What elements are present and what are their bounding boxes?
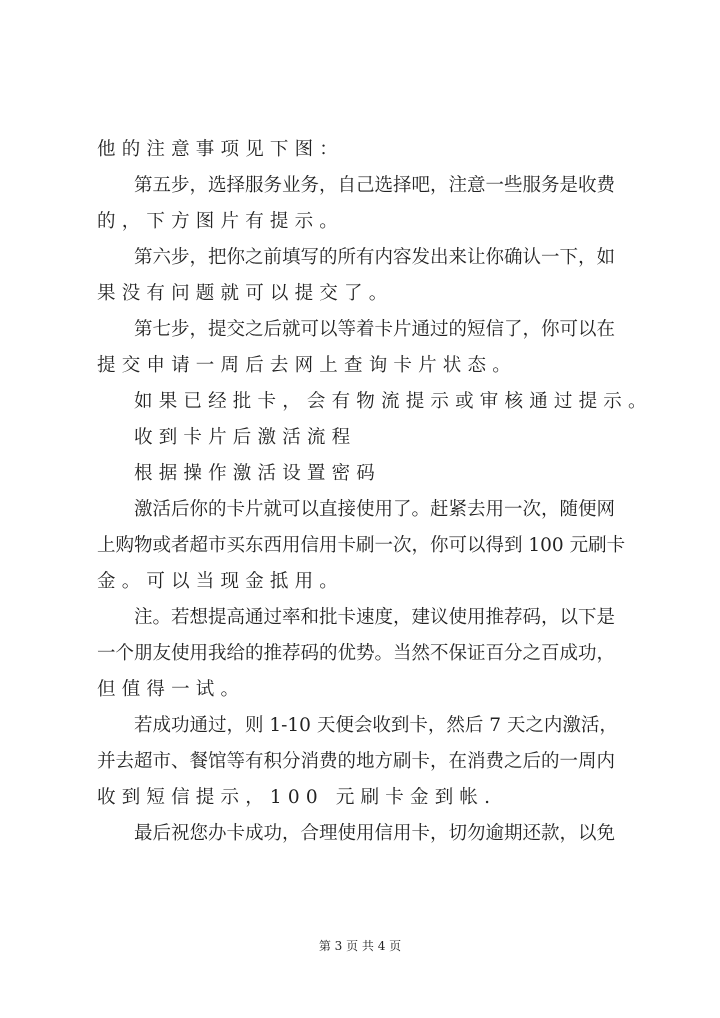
text-line: 若成功通过，则 1-10 天便会收到卡，然后 7 天之内激活， bbox=[134, 715, 618, 736]
paragraph bbox=[97, 606, 616, 714]
paragraph bbox=[97, 318, 616, 390]
document-body bbox=[97, 138, 653, 858]
text-line: 金。可以当现金抵用。 bbox=[97, 571, 345, 592]
text-line: 第五步，选择服务业务，自己选择吧，注意一些服务是收费 bbox=[134, 175, 616, 196]
text-line: 第七步，提交之后就可以等着卡片通过的短信了，你可以在 bbox=[134, 319, 616, 340]
paragraph bbox=[97, 174, 616, 246]
paragraph bbox=[97, 714, 618, 822]
paragraph bbox=[97, 426, 593, 462]
paragraph bbox=[97, 246, 616, 318]
text-line: 上购物或者超市买东西用信用卡刷一次，你可以得到 100 元刷卡 bbox=[97, 535, 626, 556]
text-line: 但值得一试。 bbox=[97, 679, 246, 700]
text-line: 激活后你的卡片就可以直接使用了。赶紧去用一次，随便网 bbox=[134, 499, 616, 520]
text-line: 最后祝您办卡成功，合理使用信用卡，切勿逾期还款，以免 bbox=[134, 823, 616, 844]
text-line: 他的注意事项见下图： bbox=[97, 139, 345, 160]
page-footer: 第 3 页 共 4 页 bbox=[318, 939, 402, 953]
text-line: 的，下方图片有提示。 bbox=[97, 211, 345, 232]
paragraph bbox=[97, 498, 626, 606]
text-line: 注。若想提高通过率和批卡速度，建议使用推荐码，以下是 bbox=[134, 607, 616, 628]
text-line: 一个朋友使用我给的推荐码的优势。当然不保证百分之百成功， bbox=[97, 643, 616, 664]
text-line: 第六步，把你之前填写的所有内容发出来让你确认一下，如 bbox=[134, 247, 616, 268]
text-line: 根据操作激活设置密码 bbox=[134, 463, 382, 484]
text-line: 并去超市、餐馆等有积分消费的地方刷卡，在消费之后的一周内 bbox=[97, 751, 616, 772]
text-line: 如果已经批卡，会有物流提示或审核通过提示。 bbox=[134, 391, 653, 412]
text-line: 果没有问题就可以提交了。 bbox=[97, 283, 394, 304]
text-line: 收到短信提示，100 元刷卡金到帐. bbox=[97, 787, 497, 808]
text-line: 收到卡片后激活流程 bbox=[134, 427, 357, 448]
paragraph bbox=[97, 390, 653, 426]
paragraph bbox=[97, 462, 593, 498]
text-line: 提交申请一周后去网上查询卡片状态。 bbox=[97, 355, 517, 376]
paragraph bbox=[97, 822, 616, 858]
paragraph bbox=[97, 138, 593, 174]
